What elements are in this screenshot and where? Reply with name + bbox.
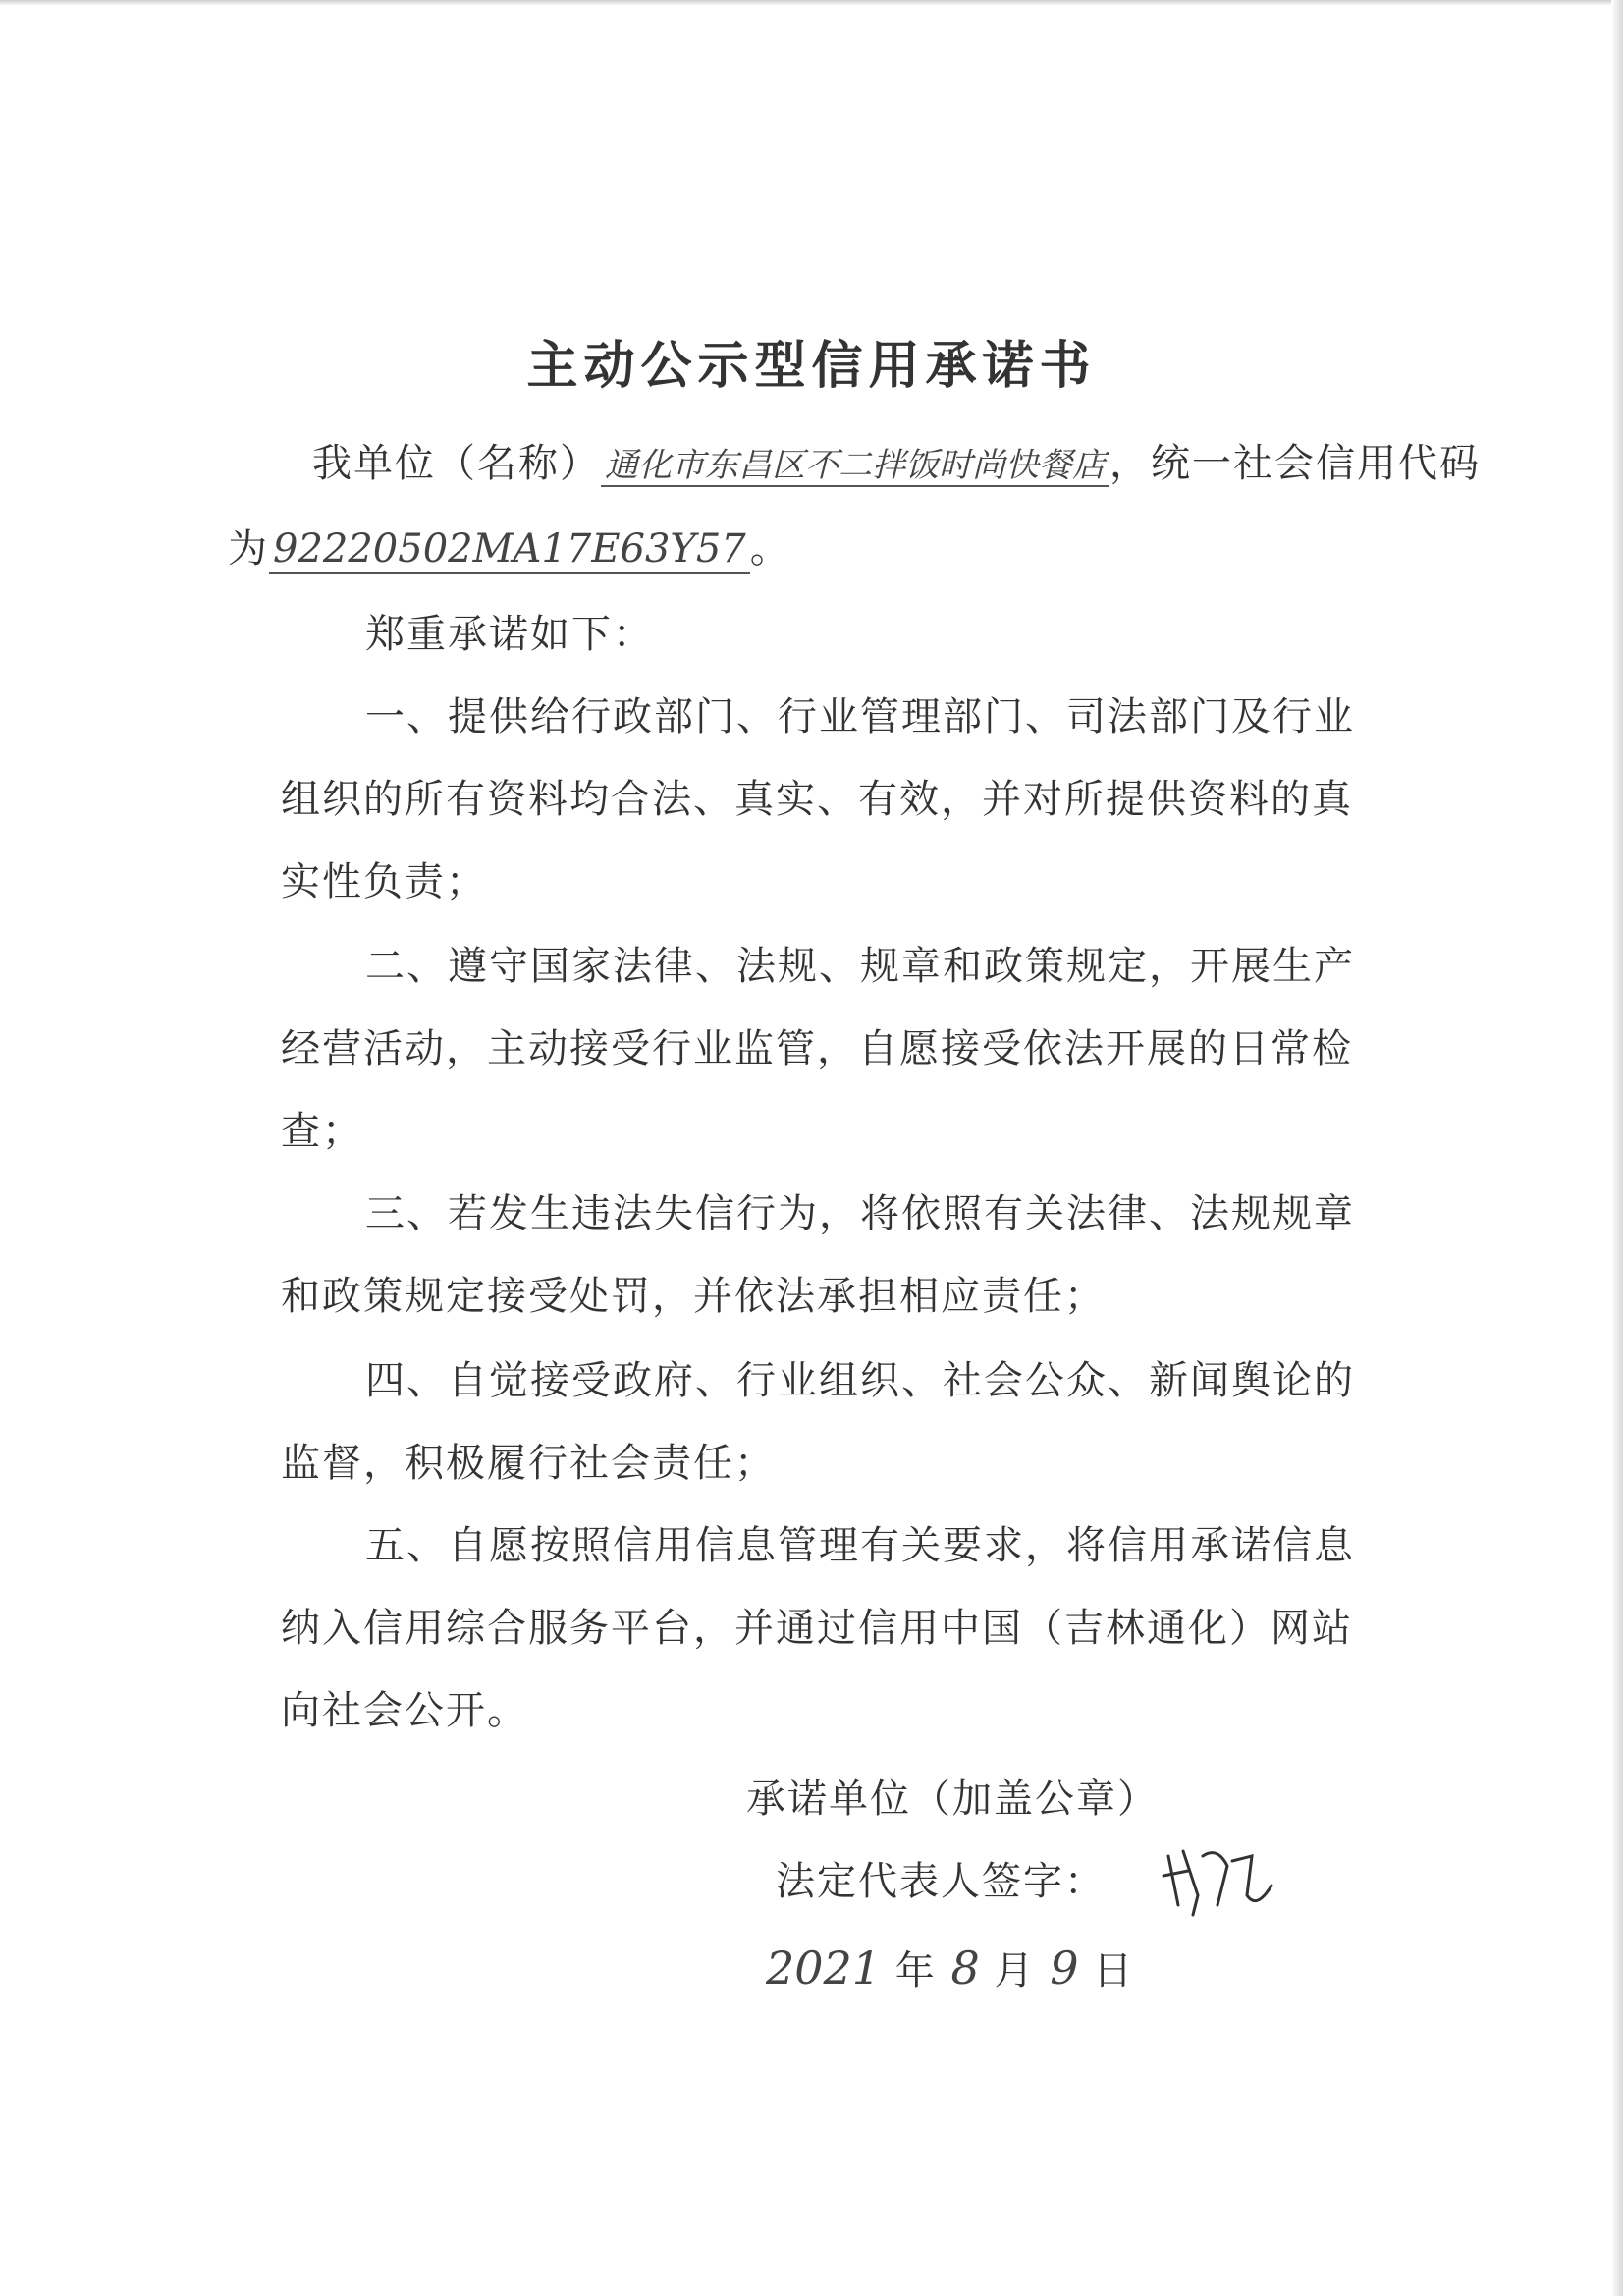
month-handwritten: 8 [950, 1941, 980, 1995]
item-3-line-1: 三、若发生违法失信行为，将依照有关法律、法规规章 [365, 1191, 1355, 1236]
month-label: 月 [994, 1948, 1036, 1994]
intro-line2-suffix: 。 [749, 526, 791, 572]
day-label: 日 [1093, 1948, 1135, 1994]
signature-label: 法定代表人签字： [776, 1859, 1106, 1904]
day-handwritten: 9 [1050, 1941, 1079, 1995]
page-edge-top [0, 0, 1623, 6]
year-handwritten: 2021 [766, 1941, 882, 1995]
intro-line-2 [228, 525, 791, 573]
item-2-line-1: 二、遵守国家法律、法规、规章和政策规定，开展生产 [365, 944, 1355, 989]
document-title: 主动公示型信用承诺书 [526, 337, 1097, 396]
item-5-line-2: 纳入信用综合服务平台，并通过信用中国（吉林通化）网站 [281, 1606, 1353, 1651]
item-3-line-2: 和政策规定接受处罚，并依法承担相应责任； [281, 1274, 1106, 1319]
item-4-line-1: 四、自觉接受政府、行业组织、社会公众、新闻舆论的 [365, 1358, 1355, 1403]
item-1-line-2: 组织的所有资料均合法、真实、有效，并对所提供资料的真 [281, 777, 1353, 822]
intro-line-1 [312, 440, 1481, 489]
item-2-line-2: 经营活动，主动接受行业监管，自愿接受依法开展的日常检 [281, 1026, 1353, 1071]
credit-code-handwritten: 92220502MA17E63Y57 [269, 526, 750, 574]
item-1-line-1: 一、提供给行政部门、行业管理部门、司法部门及行业 [365, 694, 1355, 739]
intro-prefix: 我单位（名称） [312, 441, 601, 486]
date-line [766, 1941, 1135, 1995]
item-2-line-3: 查； [281, 1109, 363, 1154]
year-label: 年 [894, 1948, 937, 1994]
seal-label: 承诺单位（加盖公章） [746, 1777, 1159, 1822]
promise-intro: 郑重承诺如下： [365, 612, 654, 657]
item-5-line-3: 向社会公开。 [281, 1688, 528, 1733]
intro-suffix: ，统一社会信用代码 [1109, 441, 1481, 486]
item-5-line-1: 五、自愿按照信用信息管理有关要求，将信用承诺信息 [365, 1523, 1355, 1568]
item-4-line-2: 监督，积极履行社会责任； [281, 1441, 776, 1486]
unit-name-handwritten: 通化市东昌区不二拌饭时尚快餐店 [601, 446, 1109, 487]
handwritten-signature [1159, 1836, 1276, 1925]
item-1-line-3: 实性负责； [281, 859, 487, 904]
intro-line2-prefix: 为 [228, 526, 269, 572]
